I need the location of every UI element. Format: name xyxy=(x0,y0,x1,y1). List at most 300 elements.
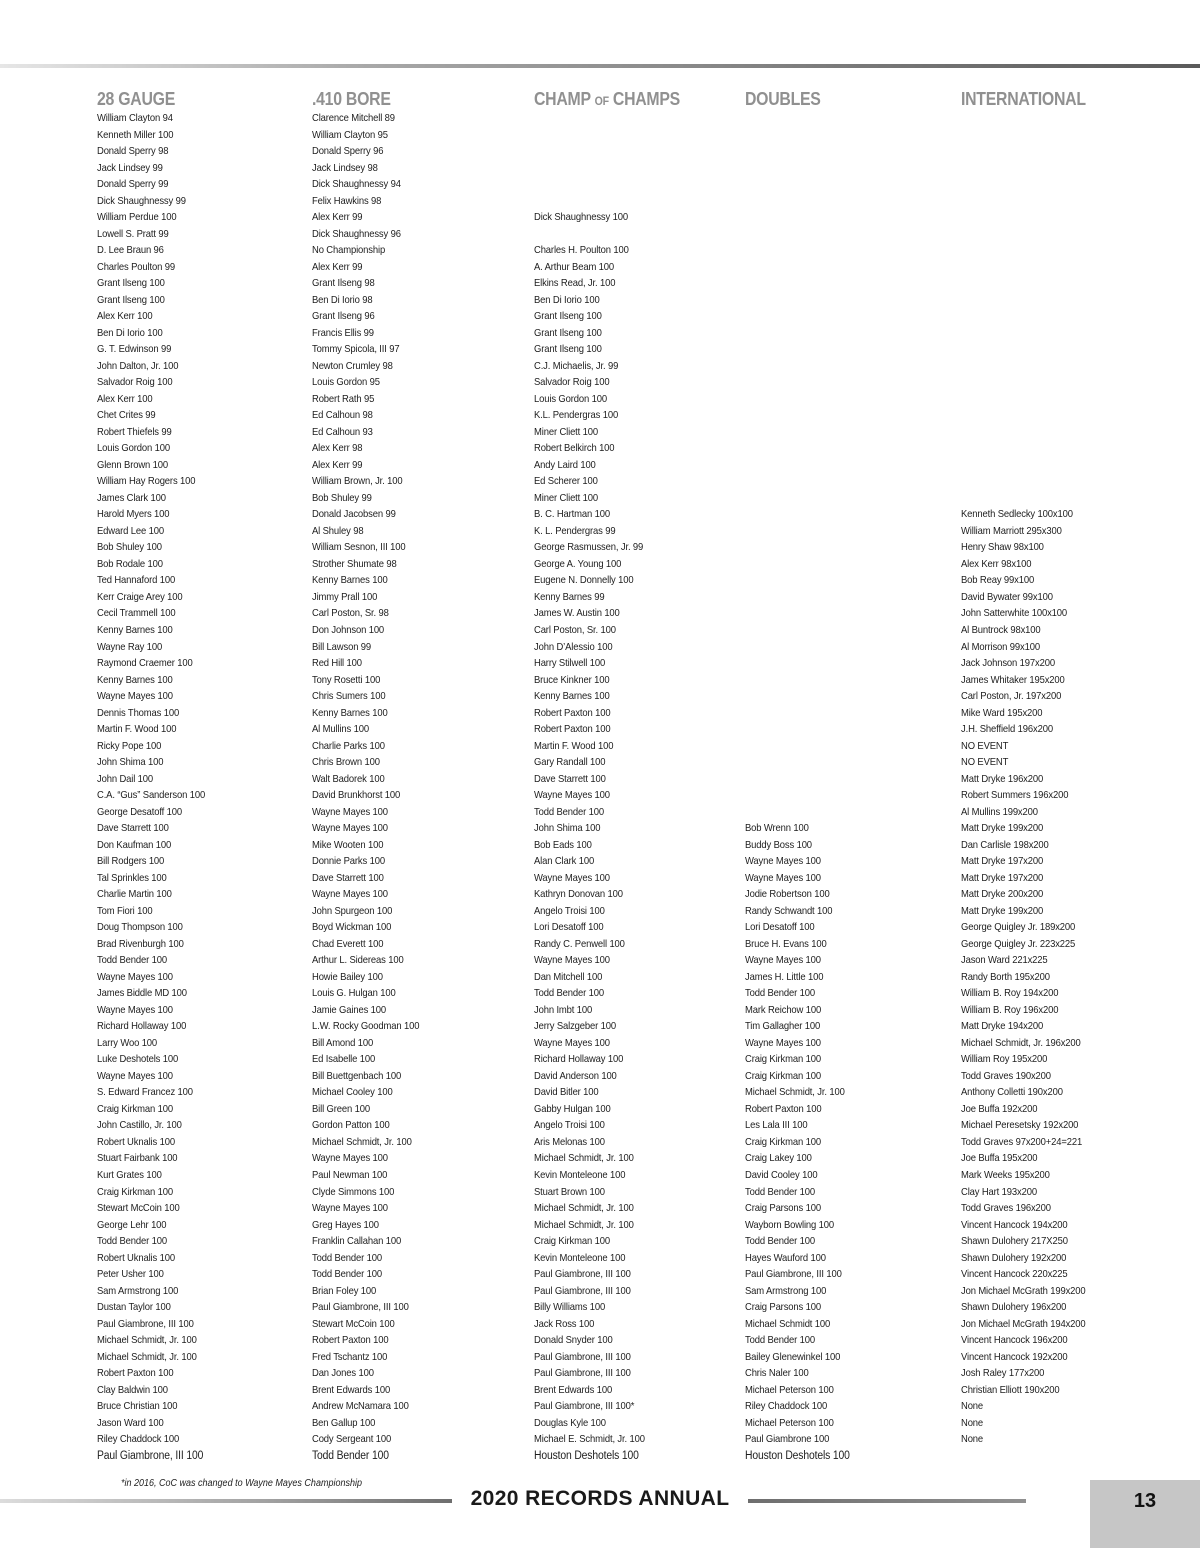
record-entry: Houston Deshotels 100 xyxy=(534,1449,639,1462)
record-entry: Ben Gallup 100 xyxy=(312,1416,376,1429)
record-entry: Todd Bender 100 xyxy=(97,1235,167,1248)
record-entry: Wayne Mayes 100 xyxy=(97,970,173,983)
record-entry: Mark Weeks 195x200 xyxy=(961,1169,1050,1181)
record-entry: William Clayton 95 xyxy=(312,128,388,141)
record-entry: Wayne Mayes 100 xyxy=(745,1036,821,1049)
heading-small: OF xyxy=(594,94,609,108)
record-entry: Tom Fiori 100 xyxy=(97,904,153,917)
record-entry: Randy Borth 195x200 xyxy=(961,970,1050,983)
record-entry: Bob Wrenn 100 xyxy=(745,822,809,835)
record-entry xyxy=(534,143,714,160)
record-entry: John Shima 100 xyxy=(97,756,164,769)
record-entry xyxy=(961,358,1159,375)
publication-title: 2020 RECORDS ANNUAL xyxy=(470,1487,730,1510)
record-entry: Newton Crumley 98 xyxy=(312,359,393,372)
column-list xyxy=(745,110,945,1464)
record-entry: Wayne Mayes 100 xyxy=(312,1152,388,1165)
record-entry: Al Morrison 99x100 xyxy=(961,640,1040,653)
record-entry xyxy=(961,160,1159,177)
record-entry: Todd Bender 100 xyxy=(745,987,815,1000)
record-entry: Kathryn Donovan 100 xyxy=(534,888,623,901)
column-28-gauge xyxy=(97,88,297,1464)
record-entry xyxy=(745,358,925,375)
record-entry: Ed Calhoun 93 xyxy=(312,425,373,438)
record-entry: Todd Bender 100 xyxy=(312,1251,382,1264)
record-entry: Robert Thiefels 99 xyxy=(97,425,172,438)
record-entry xyxy=(745,193,925,210)
record-entry: Michael E. Schmidt, Jr. 100 xyxy=(534,1433,645,1446)
record-entry: Paul Giambrone, III 100 xyxy=(534,1268,631,1281)
record-entry: Chris Naler 100 xyxy=(745,1367,809,1380)
record-entry xyxy=(961,259,1159,276)
record-entry xyxy=(961,193,1159,210)
record-entry xyxy=(961,209,1159,226)
record-entry: Grant Ilseng 96 xyxy=(312,310,375,323)
record-entry xyxy=(961,374,1159,391)
record-entry: George A. Young 100 xyxy=(534,557,622,570)
record-entry: Matt Dryke 196x200 xyxy=(961,772,1044,785)
record-entry: Bill Buettgenbach 100 xyxy=(312,1069,402,1082)
record-entry: None xyxy=(961,1433,984,1446)
record-entry: Les Lala III 100 xyxy=(745,1119,808,1132)
record-entry xyxy=(745,655,925,672)
record-entry xyxy=(745,407,925,424)
record-entry: Dave Starrett 100 xyxy=(534,772,606,785)
record-entry xyxy=(745,242,925,259)
record-entry xyxy=(534,110,714,127)
record-entry: Cecil Trammell 100 xyxy=(97,607,176,620)
record-entry: Robert Rath 95 xyxy=(312,392,375,405)
record-entry: Strother Shumate 98 xyxy=(312,557,397,570)
record-entry: Joe Buffa 195x200 xyxy=(961,1152,1038,1165)
record-entry xyxy=(745,127,925,144)
record-entry: Todd Bender 100 xyxy=(745,1235,815,1248)
record-entry: Todd Bender 100 xyxy=(312,1268,382,1281)
record-entry: Gabby Hulgan 100 xyxy=(534,1102,611,1115)
record-entry: Charles H. Poulton 100 xyxy=(534,244,629,257)
record-entry: John Spurgeon 100 xyxy=(312,904,393,917)
record-entry: Lowell S. Pratt 99 xyxy=(97,227,169,240)
record-entry: Stewart McCoin 100 xyxy=(312,1317,395,1330)
record-entry: Sam Armstrong 100 xyxy=(97,1284,179,1297)
record-entry: Kevin Monteleone 100 xyxy=(534,1169,626,1181)
record-entry: Wayne Mayes 100 xyxy=(97,1069,173,1082)
record-entry xyxy=(961,275,1159,292)
record-entry: Jamie Gaines 100 xyxy=(312,1003,387,1016)
record-entry xyxy=(745,275,925,292)
record-entry: Boyd Wickman 100 xyxy=(312,921,392,934)
record-entry: Clarence Mitchell 89 xyxy=(312,112,395,124)
record-entry: Jack Lindsey 98 xyxy=(312,161,378,174)
record-entry: Michael Schmidt, Jr. 100 xyxy=(534,1152,634,1165)
record-entry: Wayne Mayes 100 xyxy=(97,1003,173,1016)
record-entry: Donnie Parks 100 xyxy=(312,855,385,868)
record-entry xyxy=(961,110,1159,127)
record-entry: Miner Cliett 100 xyxy=(534,425,599,438)
record-entry: George Quigley Jr. 223x225 xyxy=(961,937,1076,950)
record-entry: Gary Randall 100 xyxy=(534,756,606,769)
record-entry: NO EVENT xyxy=(961,739,1009,752)
column-410-bore xyxy=(312,88,522,1464)
record-entry xyxy=(745,226,925,243)
record-entry: Wayne Mayes 100 xyxy=(534,1036,610,1049)
record-entry: Tommy Spicola, III 97 xyxy=(312,343,400,356)
record-entry: Elkins Read, Jr. 100 xyxy=(534,277,616,290)
record-entry: Ben Di Iorio 100 xyxy=(97,326,163,339)
record-entry: John Satterwhite 100x100 xyxy=(961,607,1068,620)
record-entry xyxy=(745,672,925,689)
record-entry: Carl Poston, Sr. 98 xyxy=(312,607,389,620)
record-entry: Walt Badorek 100 xyxy=(312,772,385,785)
record-entry: Martin F. Wood 100 xyxy=(534,739,614,752)
record-entry: Wayne Mayes 100 xyxy=(97,690,173,703)
record-entry: Bill Green 100 xyxy=(312,1102,371,1115)
record-entry: Shawn Dulohery 196x200 xyxy=(961,1301,1067,1314)
column-heading: .410 BORE xyxy=(312,89,391,109)
record-entry: Alex Kerr 99 xyxy=(312,458,363,471)
record-entry xyxy=(745,556,925,573)
record-entry: Todd Bender 100 xyxy=(745,1334,815,1347)
record-entry xyxy=(961,127,1159,144)
record-entry xyxy=(534,176,714,193)
record-entry: Michael Schmidt 100 xyxy=(745,1317,831,1330)
record-entry xyxy=(745,754,925,771)
record-entry: Riley Chaddock 100 xyxy=(745,1400,828,1413)
record-entry: Joe Buffa 192x200 xyxy=(961,1102,1038,1115)
record-entry xyxy=(745,160,925,177)
record-entry: C.J. Michaelis, Jr. 99 xyxy=(534,359,619,372)
record-entry: Chris Sumers 100 xyxy=(312,690,386,703)
record-entry: Wayne Mayes 100 xyxy=(312,1202,388,1215)
record-entry: Brad Rivenburgh 100 xyxy=(97,937,184,950)
record-entry: Riley Chaddock 100 xyxy=(97,1433,180,1446)
record-entry: Brent Edwards 100 xyxy=(534,1383,613,1396)
record-entry: Vincent Hancock 192x200 xyxy=(961,1350,1068,1363)
record-entry xyxy=(745,457,925,474)
record-entry: Jack Ross 100 xyxy=(534,1317,595,1330)
record-entry: Robert Uknalis 100 xyxy=(97,1251,175,1264)
record-entry xyxy=(745,589,925,606)
record-entry: David Anderson 100 xyxy=(534,1069,617,1082)
record-entry: Brian Foley 100 xyxy=(312,1284,377,1297)
record-entry: Paul Giambrone, III 100 xyxy=(312,1301,409,1314)
record-entry: Craig Kirkman 100 xyxy=(97,1185,173,1198)
record-entry: Donald Snyder 100 xyxy=(534,1334,613,1347)
record-entry: Chet Crites 99 xyxy=(97,409,156,422)
record-entry: Todd Bender 100 xyxy=(745,1185,815,1198)
record-entry: Dave Starrett 100 xyxy=(312,871,384,884)
column-heading xyxy=(534,88,710,110)
record-entry xyxy=(745,209,925,226)
record-entry: Stewart McCoin 100 xyxy=(97,1202,180,1215)
record-entry: Anthony Colletti 190x200 xyxy=(961,1086,1063,1099)
record-entry xyxy=(745,374,925,391)
record-entry xyxy=(745,176,925,193)
record-entry: Houston Deshotels 100 xyxy=(745,1449,850,1462)
column-heading: INTERNATIONAL xyxy=(961,89,1086,109)
record-entry: Michael Peterson 100 xyxy=(745,1383,834,1396)
record-entry: Robert Uknalis 100 xyxy=(97,1135,175,1148)
record-entry: Robert Belkirch 100 xyxy=(534,442,615,455)
record-entry: Howie Bailey 100 xyxy=(312,970,383,983)
record-entry: John Dalton, Jr. 100 xyxy=(97,359,179,372)
record-entry: David Bywater 99x100 xyxy=(961,590,1053,603)
record-entry: Tim Gallagher 100 xyxy=(745,1020,821,1033)
record-entry xyxy=(745,506,925,523)
record-entry: Greg Hayes 100 xyxy=(312,1218,379,1231)
record-entry xyxy=(745,341,925,358)
record-entry: Randy Schwandt 100 xyxy=(745,904,833,917)
record-entry: Bill Rodgers 100 xyxy=(97,855,165,868)
record-entry xyxy=(745,639,925,656)
record-entry: Kurt Grates 100 xyxy=(97,1169,162,1181)
record-entry: Bob Rodale 100 xyxy=(97,557,163,570)
record-entry: Kenny Barnes 100 xyxy=(312,574,388,587)
record-entry: Todd Graves 97x200+24=221 xyxy=(961,1135,1083,1148)
record-entry: Michael Schmidt, Jr. 100 xyxy=(534,1202,634,1215)
record-entry: William Hay Rogers 100 xyxy=(97,475,196,488)
record-entry: Salvador Roig 100 xyxy=(534,376,610,389)
record-entry: Jodie Robertson 100 xyxy=(745,888,830,901)
record-entry: Charles Poulton 99 xyxy=(97,260,175,273)
record-entry: Michael Schmidt, Jr. 196x200 xyxy=(961,1036,1081,1049)
record-entry: Tony Rosetti 100 xyxy=(312,673,381,686)
record-entry: Wayne Mayes 100 xyxy=(745,855,821,868)
record-entry: Matt Dryke 197x200 xyxy=(961,871,1044,884)
record-entry: George Lehr 100 xyxy=(97,1218,167,1231)
record-entry: Paul Giambrone, III 100 xyxy=(97,1317,194,1330)
record-entry: J.H. Sheffield 196x200 xyxy=(961,723,1053,736)
record-entry: Ed Isabelle 100 xyxy=(312,1053,376,1066)
record-entry: Jack Johnson 197x200 xyxy=(961,657,1055,670)
record-entry: Ed Scherer 100 xyxy=(534,475,598,488)
record-entry: Chad Everett 100 xyxy=(312,937,384,950)
record-entry xyxy=(745,143,925,160)
record-entry: Dick Shaughnessy 100 xyxy=(534,211,628,224)
record-entry: Louis Gordon 100 xyxy=(97,442,170,455)
record-entry: Harry Stilwell 100 xyxy=(534,657,606,670)
column-champ-of-champs xyxy=(534,88,734,1464)
record-entry: Todd Graves 196x200 xyxy=(961,1202,1051,1215)
record-entry: Larry Woo 100 xyxy=(97,1036,158,1049)
record-entry: Bill Lawson 99 xyxy=(312,640,372,653)
record-entry: Wayne Ray 100 xyxy=(97,640,163,653)
record-entry: Stuart Brown 100 xyxy=(534,1185,605,1198)
record-entry: Peter Usher 100 xyxy=(97,1268,164,1281)
record-entry: Martin F. Wood 100 xyxy=(97,723,177,736)
record-entry: John Imbt 100 xyxy=(534,1003,593,1016)
record-entry: Paul Giambrone, III 100 xyxy=(534,1284,631,1297)
record-entry: William B. Roy 196x200 xyxy=(961,1003,1059,1016)
record-entry: Jason Ward 100 xyxy=(97,1416,164,1429)
record-entry: Shawn Dulohery 192x200 xyxy=(961,1251,1067,1264)
record-entry: Jason Ward 221x225 xyxy=(961,954,1048,967)
record-entry xyxy=(961,407,1159,424)
column-heading: DOUBLES xyxy=(745,89,821,109)
record-entry: William Sesnon, III 100 xyxy=(312,541,406,554)
record-entry: Bruce Kinkner 100 xyxy=(534,673,610,686)
record-entry xyxy=(745,259,925,276)
record-entry: Donald Jacobsen 99 xyxy=(312,508,396,521)
record-entry: Alex Kerr 100 xyxy=(97,392,153,405)
record-entry: Lori Desatoff 100 xyxy=(745,921,815,934)
record-entry: Paul Giambrone, III 100 xyxy=(745,1268,842,1281)
record-entry: David Brunkhorst 100 xyxy=(312,789,401,802)
record-entry xyxy=(961,1448,1159,1465)
record-entry: Craig Parsons 100 xyxy=(745,1301,821,1314)
record-entry: Doug Thompson 100 xyxy=(97,921,183,934)
record-entry: Craig Kirkman 100 xyxy=(97,1102,173,1115)
record-entry: Carl Poston, Sr. 100 xyxy=(534,623,616,636)
record-entry: Matt Dryke 200x200 xyxy=(961,888,1044,901)
record-entry: Aris Melonas 100 xyxy=(534,1135,605,1148)
record-entry xyxy=(961,473,1159,490)
record-entry: Louis Gordon 95 xyxy=(312,376,380,389)
record-entry xyxy=(961,242,1159,259)
record-entry: Jon Michael McGrath 199x200 xyxy=(961,1284,1086,1297)
record-entry: Bob Reay 99x100 xyxy=(961,574,1035,587)
record-entry: Fred Tschantz 100 xyxy=(312,1350,388,1363)
record-entry: James W. Austin 100 xyxy=(534,607,620,620)
record-entry: Grant Ilseng 100 xyxy=(534,343,602,356)
record-entry: Matt Dryke 194x200 xyxy=(961,1020,1044,1033)
record-entry: Hayes Wauford 100 xyxy=(745,1251,826,1264)
record-entry: Paul Giambrone 100 xyxy=(745,1433,830,1446)
record-entry: Dick Shaughnessy 94 xyxy=(312,178,401,191)
record-entry: David Cooley 100 xyxy=(745,1169,818,1181)
record-entry: George Desatoff 100 xyxy=(97,805,183,818)
record-entry xyxy=(961,325,1159,342)
record-entry: Bailey Glenewinkel 100 xyxy=(745,1350,841,1363)
record-entry xyxy=(745,572,925,589)
record-entry: G. T. Edwinson 99 xyxy=(97,343,172,356)
record-entry: None xyxy=(961,1400,984,1413)
record-entry xyxy=(745,539,925,556)
column-heading: 28 GAUGE xyxy=(97,89,176,109)
footnote: *in 2016, CoC was changed to Wayne Mayes Championship xyxy=(121,1478,362,1489)
record-entry xyxy=(961,391,1159,408)
record-entry: Grant Ilseng 100 xyxy=(97,293,165,306)
footer-rule-left xyxy=(0,1499,452,1503)
record-entry: Robert Summers 196x200 xyxy=(961,789,1069,802)
record-entry: John Shima 100 xyxy=(534,822,601,835)
record-entry xyxy=(961,490,1159,507)
record-entry: Michael Schmidt, Jr. 100 xyxy=(97,1350,197,1363)
record-entry: Michael Schmidt, Jr. 100 xyxy=(534,1218,634,1231)
record-entry: Robert Paxton 100 xyxy=(97,1367,174,1380)
record-entry: Alan Clark 100 xyxy=(534,855,595,868)
record-entry: Al Mullins 100 xyxy=(312,723,369,736)
record-entry: Raymond Craemer 100 xyxy=(97,657,193,670)
record-entry: Paul Giambrone, III 100 xyxy=(534,1367,631,1380)
record-entry xyxy=(961,341,1159,358)
record-entry: Kerr Craige Arey 100 xyxy=(97,590,183,603)
record-entry: Jon Michael McGrath 194x200 xyxy=(961,1317,1086,1330)
record-entry: Alex Kerr 99 xyxy=(312,211,363,224)
record-entry xyxy=(745,292,925,309)
record-entry: K. L. Pendergras 99 xyxy=(534,524,616,537)
record-entry: Randy C. Penwell 100 xyxy=(534,937,625,950)
record-entry: Dan Jones 100 xyxy=(312,1367,374,1380)
record-entry: Grant Ilseng 100 xyxy=(534,326,602,339)
record-entry: Al Buntrock 98x100 xyxy=(961,623,1041,636)
record-entry: Bruce H. Evans 100 xyxy=(745,937,827,950)
record-entry: Craig Kirkman 100 xyxy=(745,1069,821,1082)
record-entry: D. Lee Braun 96 xyxy=(97,244,164,257)
record-entry: Paul Giambrone, III 100* xyxy=(534,1400,635,1413)
record-entry: Craig Kirkman 100 xyxy=(534,1235,610,1248)
record-entry: William B. Roy 194x200 xyxy=(961,987,1059,1000)
record-entry: Vincent Hancock 194x200 xyxy=(961,1218,1068,1231)
record-entry: No Championship xyxy=(312,244,386,257)
record-entry: James Clark 100 xyxy=(97,491,166,504)
record-entry: William Roy 195x200 xyxy=(961,1053,1048,1066)
record-entry: Cody Sergeant 100 xyxy=(312,1433,392,1446)
record-entry: Jerry Salzgeber 100 xyxy=(534,1020,617,1033)
record-entry: Matt Dryke 197x200 xyxy=(961,855,1044,868)
record-entry xyxy=(534,226,714,243)
record-entry: Paul Newman 100 xyxy=(312,1169,388,1181)
record-entry: Andrew McNamara 100 xyxy=(312,1400,409,1413)
record-entry xyxy=(745,424,925,441)
record-entry: Christian Elliott 190x200 xyxy=(961,1383,1060,1396)
record-entry: Billy Williams 100 xyxy=(534,1301,606,1314)
record-entry: None xyxy=(961,1416,984,1429)
record-entry: Bob Eads 100 xyxy=(534,838,592,851)
record-entry: C.A. “Gus” Sanderson 100 xyxy=(97,789,206,802)
record-entry: David Bitler 100 xyxy=(534,1086,599,1099)
record-entry: Robert Paxton 100 xyxy=(534,723,611,736)
record-entry: Grant Ilseng 98 xyxy=(312,277,375,290)
record-entry: Craig Kirkman 100 xyxy=(745,1053,821,1066)
record-entry: Kenneth Sedlecky 100x100 xyxy=(961,508,1073,521)
record-entry: Michael Schmidt, Jr. 100 xyxy=(97,1334,197,1347)
record-entry: Harold Myers 100 xyxy=(97,508,170,521)
record-entry: Donald Sperry 96 xyxy=(312,145,384,158)
record-entry: George Quigley Jr. 189x200 xyxy=(961,921,1076,934)
record-entry xyxy=(745,473,925,490)
record-entry: Dustan Taylor 100 xyxy=(97,1301,171,1314)
record-entry: B. C. Hartman 100 xyxy=(534,508,610,521)
record-entry: William Marriott 295x300 xyxy=(961,524,1062,537)
record-entry: William Perdue 100 xyxy=(97,211,177,224)
record-entry: Luke Deshotels 100 xyxy=(97,1053,179,1066)
record-entry: Robert Paxton 100 xyxy=(745,1102,822,1115)
record-entry: Ben Di Iorio 100 xyxy=(534,293,600,306)
record-entry: Sam Armstrong 100 xyxy=(745,1284,827,1297)
record-entry xyxy=(961,226,1159,243)
record-entry: James Whitaker 195x200 xyxy=(961,673,1065,686)
record-entry: Michael Cooley 100 xyxy=(312,1086,393,1099)
record-entry: Arthur L. Sidereas 100 xyxy=(312,954,404,967)
record-entry xyxy=(534,127,714,144)
record-entry: Kenneth Miller 100 xyxy=(97,128,174,141)
record-entry: Wayne Mayes 100 xyxy=(534,789,610,802)
record-entry xyxy=(745,440,925,457)
record-entry: Bruce Christian 100 xyxy=(97,1400,178,1413)
record-entry: Edward Lee 100 xyxy=(97,524,164,537)
record-entry: John Dail 100 xyxy=(97,772,154,785)
record-entry: Craig Parsons 100 xyxy=(745,1202,821,1215)
record-entry: Gordon Patton 100 xyxy=(312,1119,390,1132)
record-entry: Charlie Parks 100 xyxy=(312,739,385,752)
record-entry: Al Shuley 98 xyxy=(312,524,364,537)
record-entry: Alex Kerr 98 xyxy=(312,442,363,455)
record-entry: Carl Poston, Jr. 197x200 xyxy=(961,690,1062,703)
record-entry: Matt Dryke 199x200 xyxy=(961,904,1044,917)
record-entry: Kenny Barnes 100 xyxy=(97,673,173,686)
record-entry: Jimmy Prall 100 xyxy=(312,590,378,603)
